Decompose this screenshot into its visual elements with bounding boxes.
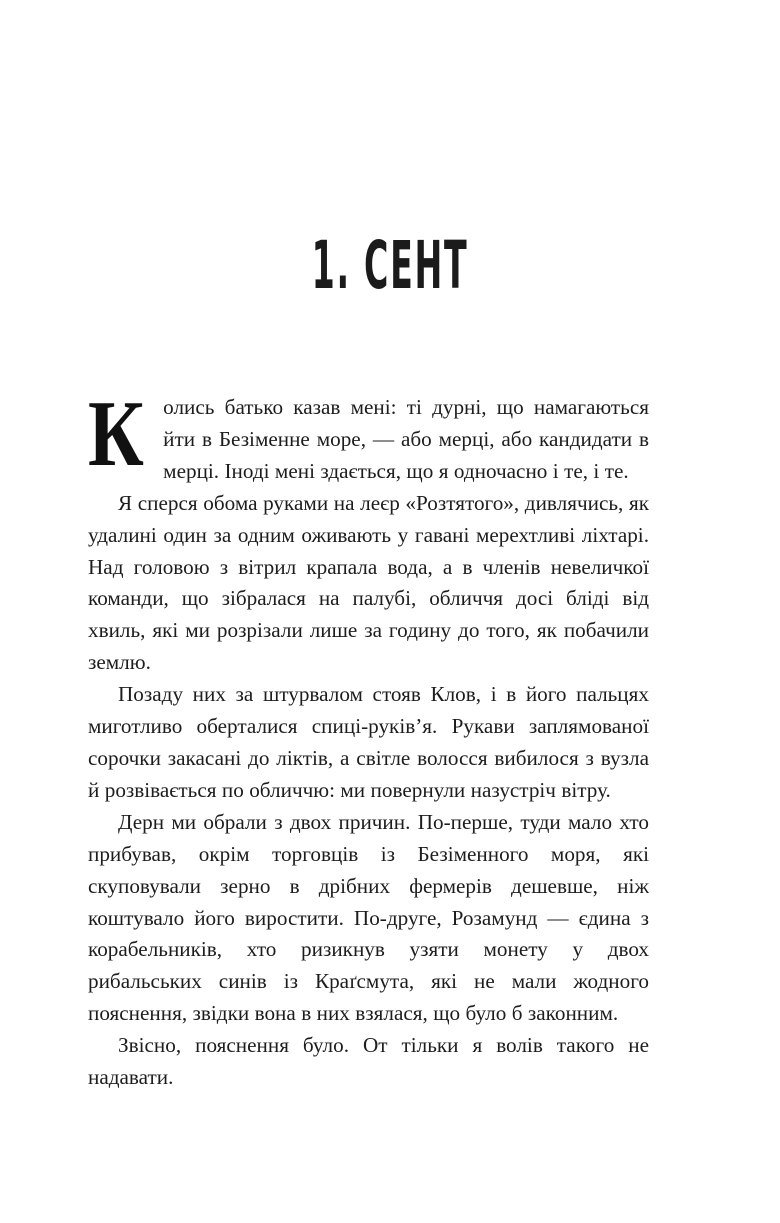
paragraph-2-text: Я сперся обома руками на леєр «Розтятого», дивлячись, як удалині один за одним оживають у гавані мерехтливі ліхтарі. Над головою з вітрил крапала вода, а в членів невеличкої команди, що зібралася на палубі, обличчя досі бліді від хвиль, які ми розрізали лише за годину до того, як побачили землю. [88,490,649,675]
paragraph-5 [88,1030,649,1094]
paragraph-1-text: олись батько казав мені: ті дурні, що намагаються йти в Безіменне море, — або мерці, або кандидати в мерці. Іноді мені здається, що я одночасно і те, і те. [163,395,649,483]
paragraph-4 [88,807,649,1030]
paragraph-3-text: Позаду них за штурвалом стояв Клов, і в його пальцях миготливо оберталися спиці-руків’я. Рукави заплямованої сорочки закасані до ліктів, а світле волосся вибилося з вузла й розвівається по обличчю: ми повернули назустріч вітру. [88,682,649,802]
paragraph-5-text: Звісно, пояснення було. От тільки я волів такого не надавати. [88,1033,649,1090]
paragraph-3 [88,679,649,807]
paragraph-4-text: Дерн ми обрали з двох причин. По-перше, туди мало хто прибував, окрім торговців із Безіменного моря, які скуповували зерно в дрібних фермерів дешевше, ніж коштувало його виростити. По-друге, Розамунд — єдина з корабельників, хто ризикнув узяти монету у двох рибальських синів із Краґсмута, які не мали жодного пояснення, звідки вона в них взялася, що було б законним. [88,809,649,1026]
paragraph-1 [88,382,649,488]
paragraph-2 [88,488,649,679]
body-text-column [88,382,649,1094]
drop-cap: К [88,382,144,486]
chapter-title: 1. СЕНТ [311,227,469,305]
